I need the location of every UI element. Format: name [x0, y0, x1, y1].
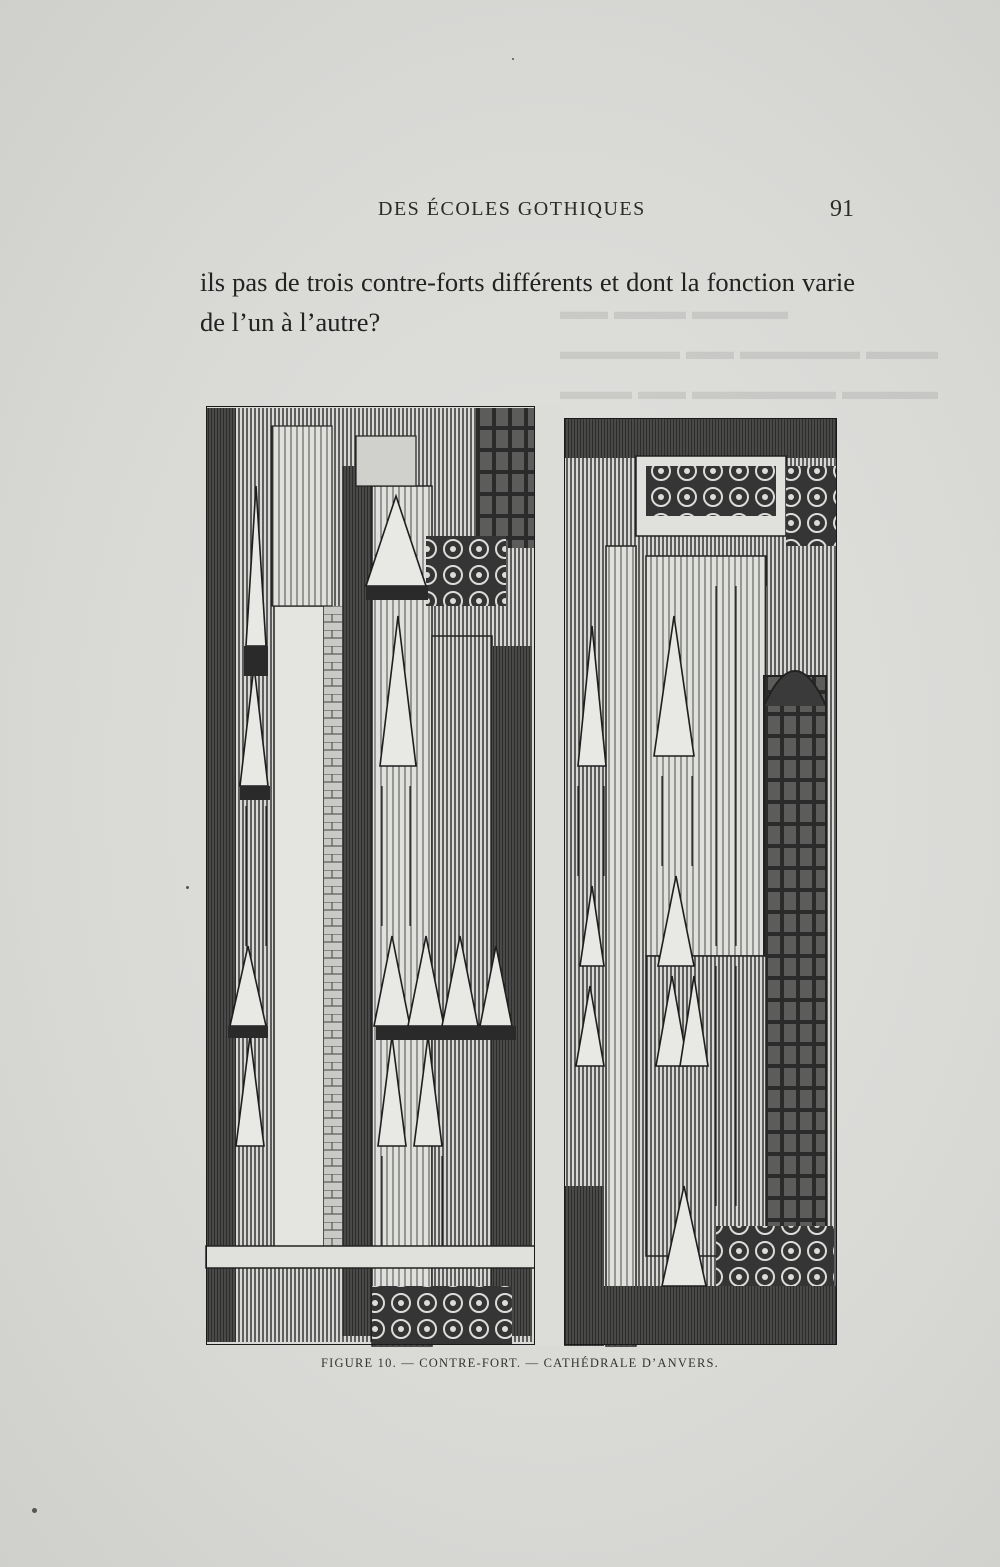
page-header — [200, 198, 856, 228]
print-speck — [32, 1508, 37, 1513]
print-speck — [512, 58, 514, 60]
right-panel — [564, 418, 836, 1346]
show-through-text: ▬▬ ▬▬▬ ▬▬▬▬ ▬▬▬▬▬ ▬▬ ▬▬▬▬▬ ▬▬▬ ▬▬▬ ▬▬ ▬▬▬▬▬▬ ▬▬▬▬ — [560, 299, 938, 405]
print-speck — [186, 886, 189, 889]
page-number: 91 — [830, 196, 854, 222]
figure-caption: FIGURE 10. — CONTRE-FORT. — CATHÉDRALE D’ANVERS. — [321, 1356, 719, 1370]
buttress-engravings — [206, 406, 838, 1346]
left-panel — [206, 408, 536, 1346]
running-head: DES ÉCOLES GOTHIQUES — [378, 198, 646, 220]
body-paragraph: ils pas de trois contre-forts différents et dont la fonction varie de l’un à l’autre? — [200, 267, 855, 337]
engraving-illustration — [206, 406, 838, 1346]
